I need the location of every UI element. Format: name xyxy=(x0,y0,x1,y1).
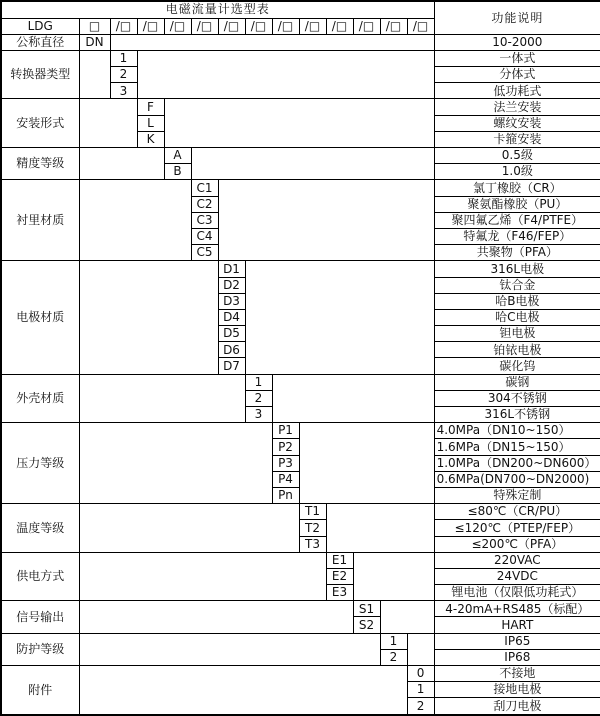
filler-cell xyxy=(79,261,218,374)
code-cell: P4 xyxy=(272,471,299,487)
function-description-header: 功能说明 xyxy=(434,1,600,34)
desc-cell: ≤80℃（CR/PU） xyxy=(434,504,600,520)
code-cell: 2 xyxy=(110,67,137,83)
category-label: 附件 xyxy=(1,666,79,716)
table-title: 电磁流量计选型表 xyxy=(1,1,434,18)
code-cell: 1 xyxy=(110,50,137,66)
desc-cell: 分体式 xyxy=(434,67,600,83)
code-cell: 3 xyxy=(245,407,272,423)
model-code-slot: /□ xyxy=(191,18,218,34)
filler-cell xyxy=(79,180,191,261)
code-cell: 1 xyxy=(245,374,272,390)
code-cell: F xyxy=(137,99,164,115)
filler-cell xyxy=(79,423,272,504)
code-cell: D4 xyxy=(218,309,245,325)
desc-cell: 螺纹安装 xyxy=(434,115,600,131)
category-label: 电极材质 xyxy=(1,261,79,374)
option-row xyxy=(1,504,600,520)
model-code-slot: /□ xyxy=(137,18,164,34)
code-cell: D5 xyxy=(218,326,245,342)
desc-cell: 0.5级 xyxy=(434,148,600,164)
filler-cell xyxy=(191,148,434,180)
filler-cell xyxy=(79,633,380,665)
desc-cell: 0.6MPa(DN700~DN2000) xyxy=(434,471,600,487)
filler-cell xyxy=(245,261,434,374)
code-cell: C5 xyxy=(191,245,218,261)
model-code-slot: /□ xyxy=(407,18,434,34)
desc-cell: 锂电池（仅限低功耗式） xyxy=(434,585,600,601)
option-row xyxy=(1,50,600,66)
title-row xyxy=(1,1,600,18)
desc-cell: IP65 xyxy=(434,633,600,649)
code-cell: P3 xyxy=(272,455,299,471)
desc-cell: 钽电极 xyxy=(434,326,600,342)
model-code-slot: /□ xyxy=(164,18,191,34)
model-prefix: LDG xyxy=(1,18,79,34)
option-row xyxy=(1,666,600,682)
filler-cell xyxy=(380,601,434,633)
model-code-box: □ xyxy=(79,18,110,34)
category-label: 公称直径 xyxy=(1,34,79,50)
filler-cell xyxy=(79,374,245,423)
code-cell: D2 xyxy=(218,277,245,293)
filler-cell xyxy=(272,374,434,423)
model-code-slot: /□ xyxy=(353,18,380,34)
desc-cell: 1.6MPa（DN15~150） xyxy=(434,439,600,455)
code-cell: E3 xyxy=(326,585,353,601)
code-cell: T2 xyxy=(299,520,326,536)
model-code-slot: /□ xyxy=(299,18,326,34)
desc-cell: 304不锈钢 xyxy=(434,390,600,406)
option-row xyxy=(1,148,600,164)
code-cell: T1 xyxy=(299,504,326,520)
code-cell: 2 xyxy=(407,698,434,715)
model-code-slot: /□ xyxy=(272,18,299,34)
desc-cell: 钛合金 xyxy=(434,277,600,293)
desc-cell: IP68 xyxy=(434,649,600,665)
desc-cell: 聚四氟乙烯（F4/PTFE） xyxy=(434,212,600,228)
category-label: 外壳材质 xyxy=(1,374,79,423)
code-cell: D3 xyxy=(218,293,245,309)
dn-row xyxy=(1,34,600,50)
model-code-slot: /□ xyxy=(110,18,137,34)
table-body xyxy=(1,1,600,715)
desc-cell: 法兰安装 xyxy=(434,99,600,115)
option-row xyxy=(1,552,600,568)
option-row xyxy=(1,99,600,115)
code-cell: D1 xyxy=(218,261,245,277)
desc-cell: ≤120℃（PTEP/FEP） xyxy=(434,520,600,536)
code-cell: 3 xyxy=(110,83,137,99)
category-label: 压力等级 xyxy=(1,423,79,504)
category-label: 温度等级 xyxy=(1,504,79,553)
desc-cell: HART xyxy=(434,617,600,633)
code-cell: B xyxy=(164,164,191,180)
code-cell: D7 xyxy=(218,358,245,374)
desc-cell: 4.0MPa（DN10~150） xyxy=(434,423,600,439)
filler-cell xyxy=(79,504,299,553)
filler-cell xyxy=(218,180,434,261)
code-cell: S2 xyxy=(353,617,380,633)
desc-cell: 一体式 xyxy=(434,50,600,66)
desc-cell: 特殊定制 xyxy=(434,487,600,503)
desc-cell: 碳钢 xyxy=(434,374,600,390)
code-cell: D6 xyxy=(218,342,245,358)
code-cell: 1 xyxy=(407,682,434,698)
code-cell: C1 xyxy=(191,180,218,196)
code-cell: DN xyxy=(79,34,110,50)
desc-cell: 1.0级 xyxy=(434,164,600,180)
code-cell: A xyxy=(164,148,191,164)
desc-cell: 4-20mA+RS485（标配） xyxy=(434,601,600,617)
filler-cell xyxy=(353,552,434,601)
filler-cell xyxy=(79,552,326,601)
category-label: 衬里材质 xyxy=(1,180,79,261)
filler-cell xyxy=(137,50,434,99)
desc-cell: 刮刀电极 xyxy=(434,698,600,715)
filler-cell xyxy=(79,50,110,99)
code-cell: C2 xyxy=(191,196,218,212)
code-cell: E2 xyxy=(326,568,353,584)
desc-cell: 哈B电极 xyxy=(434,293,600,309)
filler-cell xyxy=(110,34,434,50)
model-code-slot: /□ xyxy=(245,18,272,34)
desc-cell: 特氟龙（F46/FEP） xyxy=(434,228,600,244)
code-cell: C3 xyxy=(191,212,218,228)
code-cell: 0 xyxy=(407,666,434,682)
desc-cell: 碳化钨 xyxy=(434,358,600,374)
code-cell: S1 xyxy=(353,601,380,617)
desc-cell: 卡箍安装 xyxy=(434,131,600,147)
option-row xyxy=(1,180,600,196)
option-row xyxy=(1,423,600,439)
desc-cell: 220VAC xyxy=(434,552,600,568)
filler-cell xyxy=(79,601,353,633)
category-label: 转换器类型 xyxy=(1,50,79,99)
code-cell: P2 xyxy=(272,439,299,455)
desc-cell: 不接地 xyxy=(434,666,600,682)
desc-cell: ≤200℃（PFA） xyxy=(434,536,600,552)
category-label: 信号输出 xyxy=(1,601,79,633)
filler-cell xyxy=(164,99,434,148)
filler-cell xyxy=(299,423,434,504)
filler-cell xyxy=(79,666,407,716)
option-row xyxy=(1,261,600,277)
code-cell: Pn xyxy=(272,487,299,503)
category-label: 防护等级 xyxy=(1,633,79,665)
code-cell: L xyxy=(137,115,164,131)
category-label: 安装形式 xyxy=(1,99,79,148)
option-row xyxy=(1,633,600,649)
code-cell: C4 xyxy=(191,228,218,244)
desc-cell: 10-2000 xyxy=(434,34,600,50)
code-cell: K xyxy=(137,131,164,147)
code-cell: T3 xyxy=(299,536,326,552)
desc-cell: 聚氨酯橡胶（PU） xyxy=(434,196,600,212)
filler-cell xyxy=(79,99,137,148)
model-code-slot: /□ xyxy=(326,18,353,34)
option-row xyxy=(1,601,600,617)
category-label: 精度等级 xyxy=(1,148,79,180)
model-code-slot: /□ xyxy=(380,18,407,34)
desc-cell: 316L不锈钢 xyxy=(434,407,600,423)
category-label: 供电方式 xyxy=(1,552,79,601)
desc-cell: 共聚物（PFA） xyxy=(434,245,600,261)
desc-cell: 316L电极 xyxy=(434,261,600,277)
desc-cell: 接地电极 xyxy=(434,682,600,698)
code-cell: P1 xyxy=(272,423,299,439)
desc-cell: 氯丁橡胶（CR） xyxy=(434,180,600,196)
filler-cell xyxy=(79,148,164,180)
model-code-slot: /□ xyxy=(218,18,245,34)
desc-cell: 低功耗式 xyxy=(434,83,600,99)
code-cell: 1 xyxy=(380,633,407,649)
desc-cell: 哈C电极 xyxy=(434,309,600,325)
desc-cell: 铂铱电极 xyxy=(434,342,600,358)
filler-cell xyxy=(407,633,434,665)
desc-cell: 1.0MPa（DN200~DN600） xyxy=(434,455,600,471)
code-cell: 2 xyxy=(380,649,407,665)
desc-cell: 24VDC xyxy=(434,568,600,584)
code-cell: E1 xyxy=(326,552,353,568)
filler-cell xyxy=(326,504,434,553)
option-row xyxy=(1,374,600,390)
code-cell: 2 xyxy=(245,390,272,406)
